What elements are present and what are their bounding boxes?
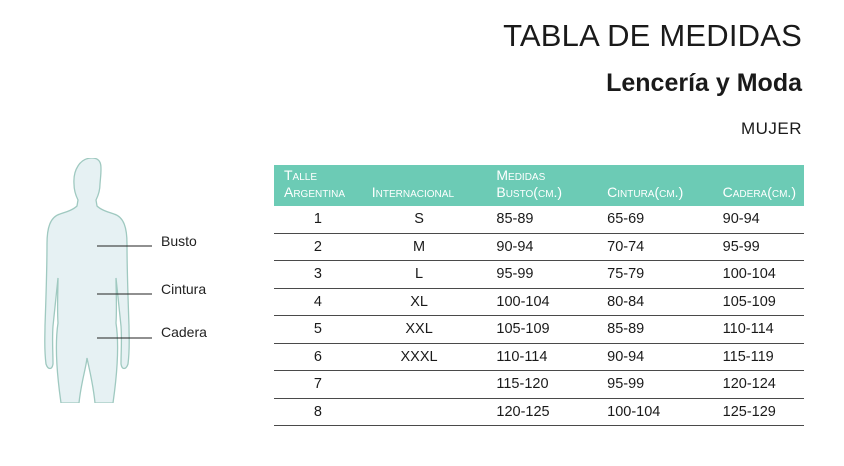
cell-busto: 110-114 [476, 343, 583, 371]
table-row [274, 371, 804, 399]
cell-internacional: XL [362, 288, 477, 316]
body-figure [40, 158, 230, 403]
cell-internacional: XXL [362, 316, 477, 344]
cell-internacional: M [362, 233, 477, 261]
cell-argentina: 5 [274, 316, 362, 344]
cell-busto: 115-120 [476, 371, 583, 399]
page-subtitle: Lencería y Moda [606, 69, 802, 97]
table-row [274, 316, 804, 344]
header-talle-argentina: Talle Argentina [274, 165, 362, 206]
header-cintura: Cintura(cm.) [583, 165, 703, 206]
cell-busto: 120-125 [476, 398, 583, 426]
cell-argentina: 8 [274, 398, 362, 426]
size-table [274, 165, 804, 426]
silhouette-body [45, 158, 130, 403]
cell-cadera: 120-124 [703, 371, 804, 399]
table-row [274, 261, 804, 289]
cell-cintura: 65-69 [583, 206, 703, 233]
header-cadera: Cadera(cm.) [703, 165, 804, 206]
cell-internacional: S [362, 206, 477, 233]
cell-cadera: 125-129 [703, 398, 804, 426]
table-row [274, 233, 804, 261]
header-medidas-busto: Medidas Busto(cm.) [476, 165, 583, 206]
cell-cintura: 70-74 [583, 233, 703, 261]
cell-busto: 95-99 [476, 261, 583, 289]
cell-busto: 105-109 [476, 316, 583, 344]
cadera-label: Cadera [161, 324, 207, 340]
section-label: MUJER [740, 119, 802, 138]
busto-label: Busto [161, 233, 197, 249]
cell-cadera: 95-99 [703, 233, 804, 261]
table-row [274, 343, 804, 371]
cell-cadera: 110-114 [703, 316, 804, 344]
cell-cadera: 90-94 [703, 206, 804, 233]
cell-cintura: 80-84 [583, 288, 703, 316]
cintura-label: Cintura [161, 281, 207, 297]
cell-internacional: XXXL [362, 343, 477, 371]
cell-cintura: 95-99 [583, 371, 703, 399]
cell-cintura: 75-79 [583, 261, 703, 289]
cell-cadera: 105-109 [703, 288, 804, 316]
cell-busto: 85-89 [476, 206, 583, 233]
cell-internacional [362, 371, 477, 399]
table-row [274, 206, 804, 233]
size-table-header [274, 165, 804, 206]
cell-argentina: 1 [274, 206, 362, 233]
table-row [274, 288, 804, 316]
cell-busto: 100-104 [476, 288, 583, 316]
cell-argentina: 4 [274, 288, 362, 316]
cell-cadera: 115-119 [703, 343, 804, 371]
cell-cintura: 85-89 [583, 316, 703, 344]
header-internacional: Internacional [362, 165, 477, 206]
cell-busto: 90-94 [476, 233, 583, 261]
cell-internacional: L [362, 261, 477, 289]
cell-argentina: 7 [274, 371, 362, 399]
size-table-body [274, 206, 804, 426]
cell-cadera: 100-104 [703, 261, 804, 289]
page-title: TABLA DE MEDIDAS [503, 18, 802, 53]
cell-argentina: 6 [274, 343, 362, 371]
cell-argentina: 3 [274, 261, 362, 289]
cell-cintura: 100-104 [583, 398, 703, 426]
cell-internacional [362, 398, 477, 426]
table-row [274, 398, 804, 426]
cell-cintura: 90-94 [583, 343, 703, 371]
cell-argentina: 2 [274, 233, 362, 261]
